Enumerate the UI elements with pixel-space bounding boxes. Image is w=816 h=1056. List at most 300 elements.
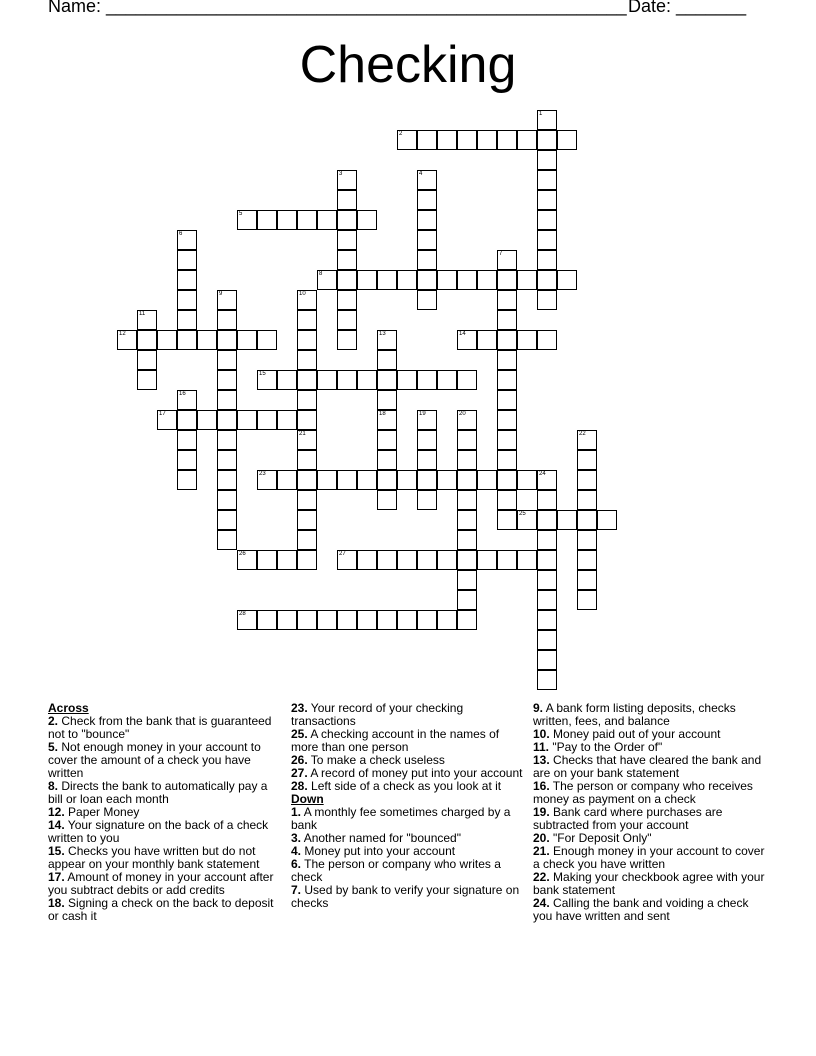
clue-item-number: 4.	[291, 844, 302, 858]
grid-cell[interactable]	[177, 310, 197, 330]
clue-number: 19	[419, 411, 426, 417]
clue-item-number: 16.	[533, 779, 550, 793]
name-field[interactable]: Name: ____________________________________________________	[48, 0, 627, 16]
grid-cell[interactable]	[417, 470, 437, 490]
grid-cell[interactable]	[257, 610, 277, 630]
grid-cell[interactable]	[577, 570, 597, 590]
grid-cell[interactable]	[397, 550, 417, 570]
grid-cell[interactable]	[357, 550, 377, 570]
grid-cell[interactable]	[217, 410, 237, 430]
grid-cell[interactable]	[317, 470, 337, 490]
clue-item	[533, 871, 765, 897]
grid-cell[interactable]	[537, 230, 557, 250]
grid-cell[interactable]	[577, 490, 597, 510]
clue-item-number: 28.	[291, 779, 308, 793]
grid-cell[interactable]	[557, 130, 577, 150]
clue-number: 5	[239, 211, 243, 217]
grid-cell[interactable]	[417, 230, 437, 250]
grid-cell[interactable]	[377, 450, 397, 470]
clues-column-2	[291, 702, 523, 910]
grid-cell[interactable]	[477, 330, 497, 350]
clue-item-number: 1.	[291, 805, 302, 819]
clue-number: 23	[259, 471, 266, 477]
clue-item	[291, 728, 523, 754]
clue-item	[48, 715, 280, 741]
grid-cell[interactable]	[137, 370, 157, 390]
grid-cell[interactable]	[537, 130, 557, 150]
grid-cell[interactable]	[177, 450, 197, 470]
grid-cell[interactable]	[497, 330, 517, 350]
clue-number: 6	[179, 231, 183, 237]
grid-cell[interactable]	[437, 370, 457, 390]
grid-cell[interactable]	[177, 430, 197, 450]
clue-item-number: 27.	[291, 766, 308, 780]
grid-cell[interactable]	[157, 330, 177, 350]
grid-cell[interactable]	[537, 270, 557, 290]
grid-cell[interactable]	[137, 330, 157, 350]
grid-cell[interactable]	[517, 550, 537, 570]
grid-cell[interactable]	[417, 490, 437, 510]
grid-cell[interactable]	[337, 310, 357, 330]
grid-cell[interactable]	[417, 210, 437, 230]
grid-cell[interactable]	[257, 370, 277, 390]
grid-cell[interactable]	[417, 270, 437, 290]
grid-cell[interactable]	[377, 430, 397, 450]
clue-number: 25	[519, 511, 526, 517]
grid-cell[interactable]	[517, 510, 537, 530]
clue-item-text: Directs the bank to automatically pay a bill or loan each month	[48, 779, 268, 806]
grid-cell[interactable]	[537, 170, 557, 190]
grid-cell[interactable]	[397, 610, 417, 630]
clue-number: 15	[259, 371, 266, 377]
grid-cell[interactable]	[337, 470, 357, 490]
grid-cell[interactable]	[537, 530, 557, 550]
clue-number: 9	[219, 291, 223, 297]
grid-cell[interactable]	[557, 510, 577, 530]
clue-number: 27	[339, 551, 346, 557]
clue-item-number: 11.	[533, 740, 550, 754]
grid-cell[interactable]	[497, 370, 517, 390]
grid-cell[interactable]	[417, 450, 437, 470]
clue-item	[533, 806, 765, 832]
clue-item-text: Bank card where purchases are subtracted from your account	[533, 805, 723, 832]
grid-cell[interactable]	[137, 310, 157, 330]
clue-item	[291, 858, 523, 884]
grid-cell[interactable]	[537, 470, 557, 490]
clue-item-number: 22.	[533, 870, 550, 884]
grid-cell[interactable]	[197, 410, 217, 430]
grid-cell[interactable]	[577, 530, 597, 550]
grid-cell[interactable]	[377, 390, 397, 410]
grid-cell[interactable]	[517, 270, 537, 290]
grid-cell[interactable]	[277, 210, 297, 230]
grid-cell[interactable]	[297, 290, 317, 310]
grid-cell[interactable]	[277, 470, 297, 490]
clue-item-number: 9.	[533, 701, 544, 715]
grid-cell[interactable]	[177, 290, 197, 310]
grid-cell[interactable]	[397, 470, 417, 490]
grid-cell[interactable]	[457, 450, 477, 470]
grid-cell[interactable]	[537, 490, 557, 510]
grid-cell[interactable]	[257, 550, 277, 570]
grid-cell[interactable]	[497, 270, 517, 290]
grid-cell[interactable]	[457, 470, 477, 490]
clue-number: 10	[299, 291, 306, 297]
clue-item-text: The person or company who receives money as payment on a check	[533, 779, 753, 806]
grid-cell[interactable]	[497, 250, 517, 270]
grid-cell[interactable]	[537, 150, 557, 170]
grid-cell[interactable]	[477, 550, 497, 570]
clue-item	[533, 754, 765, 780]
grid-cell[interactable]	[397, 270, 417, 290]
clue-item	[291, 884, 523, 910]
grid-cell[interactable]	[457, 550, 477, 570]
clue-item-number: 14.	[48, 818, 65, 832]
clue-item-number: 6.	[291, 857, 302, 871]
grid-cell[interactable]	[497, 310, 517, 330]
grid-cell[interactable]	[377, 330, 397, 350]
grid-cell[interactable]	[377, 370, 397, 390]
grid-cell[interactable]	[577, 510, 597, 530]
grid-cell[interactable]	[457, 130, 477, 150]
grid-cell[interactable]	[297, 530, 317, 550]
grid-cell[interactable]	[177, 470, 197, 490]
grid-cell[interactable]	[497, 130, 517, 150]
clue-item-text: Paper Money	[64, 805, 140, 819]
grid-cell[interactable]	[337, 170, 357, 190]
clue-number: 17	[159, 411, 166, 417]
grid-cell[interactable]	[217, 470, 237, 490]
grid-cell[interactable]	[377, 610, 397, 630]
clue-item-number: 5.	[48, 740, 59, 754]
grid-cell[interactable]	[277, 610, 297, 630]
grid-cell[interactable]	[357, 270, 377, 290]
grid-cell[interactable]	[297, 510, 317, 530]
grid-cell[interactable]	[457, 510, 477, 530]
grid-cell[interactable]	[177, 390, 197, 410]
clue-item-text: Enough money in your account to cover a check you have written	[533, 844, 765, 871]
grid-cell[interactable]	[497, 550, 517, 570]
clue-item-number: 8.	[48, 779, 59, 793]
grid-cell[interactable]	[177, 330, 197, 350]
grid-cell[interactable]	[497, 390, 517, 410]
grid-cell[interactable]	[517, 470, 537, 490]
grid-cell[interactable]	[357, 610, 377, 630]
grid-cell[interactable]	[337, 270, 357, 290]
page-title: Checking	[299, 36, 517, 94]
clue-section-heading: Down	[291, 792, 324, 806]
grid-cell[interactable]	[397, 370, 417, 390]
grid-cell[interactable]	[477, 130, 497, 150]
grid-cell[interactable]	[357, 370, 377, 390]
grid-cell[interactable]	[317, 210, 337, 230]
clue-number: 7	[499, 251, 503, 257]
grid-cell[interactable]	[297, 390, 317, 410]
grid-cell[interactable]	[297, 210, 317, 230]
grid-cell[interactable]	[437, 130, 457, 150]
clue-item	[48, 780, 280, 806]
grid-cell[interactable]	[537, 330, 557, 350]
grid-cell[interactable]	[317, 370, 337, 390]
grid-cell[interactable]	[217, 310, 237, 330]
grid-cell[interactable]	[457, 590, 477, 610]
grid-cell[interactable]	[277, 370, 297, 390]
grid-cell[interactable]	[257, 330, 277, 350]
grid-cell[interactable]	[217, 510, 237, 530]
clues-column-1	[48, 702, 280, 923]
grid-cell[interactable]	[417, 550, 437, 570]
grid-cell[interactable]	[477, 470, 497, 490]
grid-cell[interactable]	[297, 490, 317, 510]
grid-cell[interactable]	[257, 410, 277, 430]
grid-cell[interactable]	[577, 590, 597, 610]
clue-item-number: 10.	[533, 727, 550, 741]
grid-cell[interactable]	[337, 290, 357, 310]
grid-cell[interactable]	[177, 230, 197, 250]
grid-cell[interactable]	[537, 550, 557, 570]
grid-cell[interactable]	[537, 110, 557, 130]
clue-item-text: Signing a check on the back to deposit or cash it	[48, 896, 274, 923]
grid-cell[interactable]	[297, 310, 317, 330]
grid-cell[interactable]	[377, 350, 397, 370]
grid-cell[interactable]	[517, 130, 537, 150]
clue-item-text: "Pay to the Order of"	[549, 740, 663, 754]
clue-item	[48, 845, 280, 871]
grid-cell[interactable]	[537, 510, 557, 530]
grid-cell[interactable]	[437, 270, 457, 290]
clue-item-number: 25.	[291, 727, 308, 741]
grid-cell[interactable]	[437, 470, 457, 490]
grid-cell[interactable]	[577, 470, 597, 490]
grid-cell[interactable]	[417, 250, 437, 270]
clue-item-number: 23.	[291, 701, 308, 715]
grid-cell[interactable]	[337, 330, 357, 350]
grid-cell[interactable]	[117, 330, 137, 350]
grid-cell[interactable]	[537, 290, 557, 310]
grid-cell[interactable]	[217, 490, 237, 510]
grid-cell[interactable]	[297, 550, 317, 570]
grid-cell[interactable]	[417, 610, 437, 630]
clue-item-number: 26.	[291, 753, 308, 767]
grid-cell[interactable]	[297, 350, 317, 370]
grid-cell[interactable]	[417, 430, 437, 450]
clue-item	[533, 780, 765, 806]
grid-cell[interactable]	[337, 190, 357, 210]
clue-number: 28	[239, 611, 246, 617]
grid-cell[interactable]	[177, 410, 197, 430]
grid-cell[interactable]	[497, 510, 517, 530]
clue-item-text: A checking account in the names of more than one person	[291, 727, 500, 754]
grid-cell[interactable]	[217, 370, 237, 390]
grid-cell[interactable]	[457, 410, 477, 430]
clue-number: 14	[459, 331, 466, 337]
grid-cell[interactable]	[457, 490, 477, 510]
grid-cell[interactable]	[257, 470, 277, 490]
grid-cell[interactable]	[397, 130, 417, 150]
grid-cell[interactable]	[417, 130, 437, 150]
clue-item	[291, 806, 523, 832]
grid-cell[interactable]	[557, 270, 577, 290]
grid-cell[interactable]	[337, 250, 357, 270]
grid-cell[interactable]	[457, 430, 477, 450]
clue-number: 16	[179, 391, 186, 397]
grid-cell[interactable]	[457, 370, 477, 390]
grid-cell[interactable]	[377, 550, 397, 570]
grid-cell[interactable]	[297, 370, 317, 390]
grid-cell[interactable]	[537, 570, 557, 590]
clue-item-text: Not enough money in your account to cover the amount of a check you have written	[48, 740, 261, 780]
grid-cell[interactable]	[437, 610, 457, 630]
grid-cell[interactable]	[457, 530, 477, 550]
grid-cell[interactable]	[217, 430, 237, 450]
clue-item	[533, 897, 765, 923]
clue-item-number: 13.	[533, 753, 550, 767]
grid-cell[interactable]	[417, 170, 437, 190]
grid-cell[interactable]	[337, 210, 357, 230]
grid-cell[interactable]	[497, 410, 517, 430]
grid-cell[interactable]	[377, 270, 397, 290]
grid-cell[interactable]	[537, 650, 557, 670]
grid-cell[interactable]	[377, 470, 397, 490]
clue-item-number: 17.	[48, 870, 65, 884]
grid-cell[interactable]	[457, 610, 477, 630]
clue-item-text: Checks you have written but do not appear on your monthly bank statement	[48, 844, 260, 871]
clue-number: 2	[399, 131, 403, 137]
grid-cell[interactable]	[477, 270, 497, 290]
grid-cell[interactable]	[297, 450, 317, 470]
date-field[interactable]: Date: _______	[628, 0, 747, 16]
grid-cell[interactable]	[297, 330, 317, 350]
clue-item-text: Another named for "bounced"	[301, 831, 461, 845]
clue-number: 20	[459, 411, 466, 417]
grid-cell[interactable]	[417, 190, 437, 210]
grid-cell[interactable]	[337, 230, 357, 250]
grid-cell[interactable]	[137, 350, 157, 370]
grid-cell[interactable]	[457, 330, 477, 350]
grid-cell[interactable]	[317, 270, 337, 290]
clue-number: 1	[539, 111, 543, 117]
clue-item-text: Money paid out of your account	[549, 727, 721, 741]
clue-item-text: Calling the bank and voiding a check you have written and sent	[533, 896, 749, 923]
clue-item-number: 15.	[48, 844, 65, 858]
clue-item-number: 2.	[48, 714, 59, 728]
clue-number: 21	[299, 431, 306, 437]
grid-cell[interactable]	[537, 610, 557, 630]
clue-number: 26	[239, 551, 246, 557]
grid-cell[interactable]	[497, 490, 517, 510]
grid-cell[interactable]	[377, 490, 397, 510]
grid-cell[interactable]	[497, 290, 517, 310]
grid-cell[interactable]	[217, 530, 237, 550]
grid-cell[interactable]	[357, 470, 377, 490]
grid-cell[interactable]	[277, 410, 297, 430]
grid-cell[interactable]	[237, 610, 257, 630]
clue-number: 11	[139, 311, 146, 317]
clue-item-number: 20.	[533, 831, 550, 845]
clue-item	[48, 819, 280, 845]
clue-item-text: Your signature on the back of a check written to you	[48, 818, 269, 845]
clue-item	[48, 871, 280, 897]
grid-cell[interactable]	[337, 550, 357, 570]
grid-cell[interactable]	[537, 630, 557, 650]
grid-cell[interactable]	[217, 390, 237, 410]
grid-cell[interactable]	[457, 570, 477, 590]
grid-cell[interactable]	[437, 550, 457, 570]
grid-cell[interactable]	[457, 270, 477, 290]
grid-cell[interactable]	[277, 550, 297, 570]
grid-cell[interactable]	[237, 410, 257, 430]
grid-cell[interactable]	[297, 470, 317, 490]
grid-cell[interactable]	[517, 330, 537, 350]
clue-item	[533, 845, 765, 871]
clue-item-text: A bank form listing deposits, checks written, fees, and balance	[533, 701, 736, 728]
clue-section-heading: Across	[48, 701, 89, 715]
grid-cell[interactable]	[217, 350, 237, 370]
grid-cell[interactable]	[417, 290, 437, 310]
grid-cell[interactable]	[497, 470, 517, 490]
grid-cell[interactable]	[537, 210, 557, 230]
grid-cell[interactable]	[417, 370, 437, 390]
grid-cell[interactable]	[177, 250, 197, 270]
grid-cell[interactable]	[297, 430, 317, 450]
clue-item-text: Money put into your account	[301, 844, 456, 858]
grid-cell[interactable]	[577, 550, 597, 570]
clue-number: 4	[419, 171, 423, 177]
clue-item-number: 3.	[291, 831, 302, 845]
grid-cell[interactable]	[417, 410, 437, 430]
clue-number: 12	[119, 331, 126, 337]
grid-cell[interactable]	[217, 450, 237, 470]
grid-cell[interactable]	[297, 410, 317, 430]
grid-cell[interactable]	[317, 610, 337, 630]
grid-cell[interactable]	[237, 550, 257, 570]
clues-column-3	[533, 702, 765, 923]
grid-cell[interactable]	[577, 450, 597, 470]
grid-cell[interactable]	[157, 410, 177, 430]
grid-cell[interactable]	[297, 610, 317, 630]
clue-item-number: 18.	[48, 896, 65, 910]
grid-cell[interactable]	[497, 350, 517, 370]
clue-item-number: 7.	[291, 883, 302, 897]
grid-cell[interactable]	[257, 210, 277, 230]
grid-cell[interactable]	[537, 590, 557, 610]
grid-cell[interactable]	[537, 250, 557, 270]
grid-cell[interactable]	[377, 410, 397, 430]
clue-item-number: 12.	[48, 805, 65, 819]
clue-item-text: A monthly fee sometimes charged by a bank	[291, 805, 511, 832]
grid-cell[interactable]	[597, 510, 617, 530]
grid-cell[interactable]	[497, 450, 517, 470]
clue-item	[291, 780, 523, 793]
grid-cell[interactable]	[177, 270, 197, 290]
clue-item-number: 19.	[533, 805, 550, 819]
grid-cell[interactable]	[217, 330, 237, 350]
clue-item-text: To make a check useless	[307, 753, 445, 767]
grid-cell[interactable]	[337, 610, 357, 630]
grid-cell[interactable]	[357, 210, 377, 230]
grid-cell[interactable]	[217, 290, 237, 310]
grid-cell[interactable]	[337, 370, 357, 390]
grid-cell[interactable]	[537, 670, 557, 690]
grid-cell[interactable]	[577, 430, 597, 450]
clue-item-text: Making your checkbook agree with your bank statement	[533, 870, 765, 897]
grid-cell[interactable]	[537, 190, 557, 210]
grid-cell[interactable]	[237, 330, 257, 350]
clue-item	[48, 897, 280, 923]
grid-cell[interactable]	[237, 210, 257, 230]
grid-cell[interactable]	[197, 330, 217, 350]
grid-cell[interactable]	[497, 430, 517, 450]
